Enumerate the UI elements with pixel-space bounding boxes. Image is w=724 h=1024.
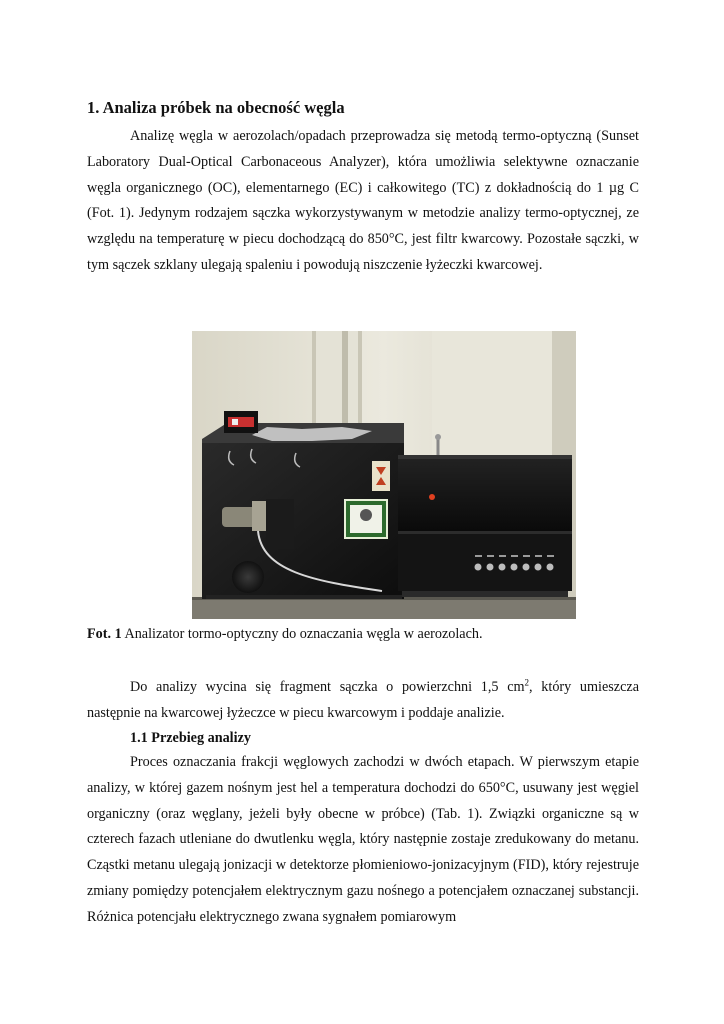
sample-unit-exponent: 2 [524, 677, 530, 688]
analyzer-photo [192, 331, 576, 619]
caption-label: Fot. 1 [87, 626, 122, 642]
sample-text-start: Do analizy wycina się fragment sączka o powierzchni 1,5 cm [130, 679, 525, 695]
section-heading: 1. Analiza próbek na obecność węgla [87, 98, 345, 117]
intro-paragraph: Analizę węgla w aerozolach/opadach przeprowadza się metodą termo-optyczną (Sunset Laboratory Dual-Optical Carbonaceous Analyzer), która umożliwia selektywne oznaczanie węgla organicznego (OC), elementarnego (EC) i całkowitego (TC) z dokładnością do 1 µg C (Fot. 1). Jedynym rodzajem sączka wykorzystywanym w metodzie analizy termo-optycznej, ze względu na temperaturę w piecu dochodzącą do 850°C, jest filtr kwarcowy. Pozostałe sączki, w tym sączek szklany ulegają spaleniu i powodują niszczenie łyżeczki kwarcowej. [87, 128, 639, 273]
subsection-heading: 1.1 Przebieg analizy [130, 730, 251, 746]
process-paragraph: Proces oznaczania frakcji węglowych zachodzi w dwóch etapach. W pierwszym etapie analizy, w której gazem nośnym jest hel a temperatura dochodzi do 650°C, usuwany jest węgiel organiczny (oraz węglany, jeżeli były obecne w próbce) (Tab. 1). Związki organiczne są w czterech fazach utleniane do dwutlenku węgla, który następnie zostaje zredukowany do metanu. Cząstki metanu ulegają jonizacji w detektorze płomieniowo-jonizacyjnym (FID), który rejestruje zmiany pomiędzy potencjałem elektrycznym gazu nośnego a potencjałem oznaczanej substancji. Różnica potencjału elektrycznego zwana sygnałem pomiarowym [87, 754, 639, 925]
sample-paragraph [87, 675, 639, 727]
photo-caption [87, 626, 483, 643]
caption-text: Analizator tormo-optyczny do oznaczania węgla w aerozolach. [121, 626, 483, 642]
sample-text-end: , który umieszcza następnie na kwarcowej łyżeczce w piecu kwarcowym i poddaje analizie. [87, 679, 639, 721]
